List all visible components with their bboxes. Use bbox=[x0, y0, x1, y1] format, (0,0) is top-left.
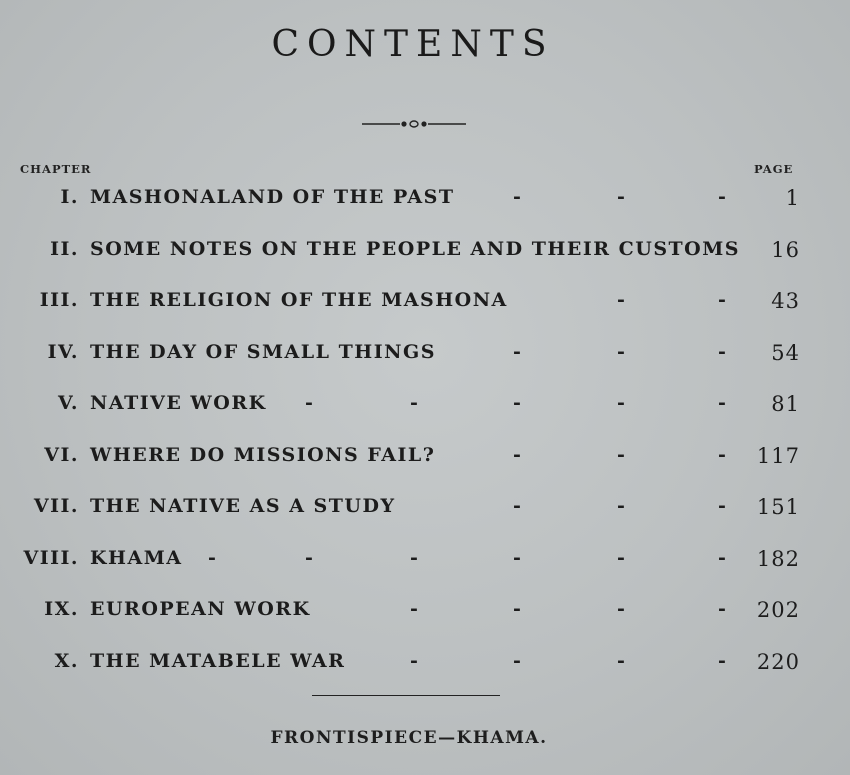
leader-dash: - bbox=[718, 340, 726, 363]
page-number: 54 bbox=[771, 340, 800, 365]
leader-dash: - bbox=[513, 598, 521, 620]
page-number: 182 bbox=[756, 546, 800, 571]
chapter-title: THE NATIVE AS A STUDY bbox=[90, 495, 396, 517]
leader-dash: - bbox=[617, 546, 625, 569]
leader-dash: - bbox=[410, 649, 418, 672]
chapter-title: THE DAY OF SMALL THINGS bbox=[90, 340, 436, 363]
chapter-number: III. bbox=[39, 289, 79, 311]
leader-dash: - bbox=[305, 392, 313, 414]
chapter-number: IV. bbox=[47, 340, 79, 363]
toc-entry bbox=[0, 547, 850, 579]
leader-dash: - bbox=[718, 649, 726, 672]
toc-entry bbox=[0, 289, 850, 321]
chapter-number: V. bbox=[57, 392, 79, 414]
page-number: 1 bbox=[785, 186, 800, 210]
page-column-header: PAGE bbox=[754, 162, 794, 176]
page-number: 202 bbox=[756, 598, 800, 622]
chapter-title: THE MATABELE WAR bbox=[90, 649, 346, 672]
toc-entry bbox=[0, 341, 850, 373]
chapter-column-header: CHAPTER bbox=[20, 162, 92, 176]
chapter-number: II. bbox=[50, 237, 79, 260]
chapter-title: SOME NOTES ON THE PEOPLE AND THEIR CUSTOMS bbox=[90, 237, 740, 260]
leader-dash: - bbox=[617, 495, 625, 517]
page-number: 43 bbox=[771, 289, 800, 313]
leader-dash: - bbox=[718, 443, 726, 466]
chapter-number: X. bbox=[54, 649, 79, 672]
leader-dash: - bbox=[718, 289, 726, 311]
chapter-number: I. bbox=[60, 186, 79, 208]
toc-entry bbox=[0, 186, 850, 218]
divider-rule bbox=[312, 695, 500, 696]
leader-dash: - bbox=[718, 546, 726, 569]
toc-entry bbox=[0, 392, 850, 424]
leader-dash: - bbox=[718, 392, 726, 414]
toc-entry bbox=[0, 495, 850, 527]
leader-dash: - bbox=[513, 649, 521, 672]
chapter-title: WHERE DO MISSIONS FAIL? bbox=[90, 443, 436, 466]
leader-dash: - bbox=[410, 598, 418, 620]
leader-dash: - bbox=[305, 546, 313, 569]
leader-dash: - bbox=[513, 443, 521, 466]
leader-dash: - bbox=[410, 392, 418, 414]
toc-entry bbox=[0, 444, 850, 476]
ornament-divider-icon bbox=[362, 114, 466, 134]
leader-dash: - bbox=[617, 340, 625, 363]
leader-dash: - bbox=[617, 598, 625, 620]
page-number: 81 bbox=[771, 392, 800, 416]
toc-entry bbox=[0, 650, 850, 682]
leader-dash: - bbox=[617, 443, 625, 466]
chapter-number: VI. bbox=[44, 443, 79, 466]
leader-dash: - bbox=[513, 186, 521, 208]
frontispiece-note: FRONTISPIECE—KHAMA. bbox=[270, 728, 548, 748]
leader-dash: - bbox=[513, 392, 521, 414]
page-number: 220 bbox=[756, 649, 800, 674]
toc-entry bbox=[0, 598, 850, 630]
chapter-title: EUROPEAN WORK bbox=[90, 598, 311, 620]
toc-entry bbox=[0, 238, 850, 270]
chapter-number: VIII. bbox=[23, 546, 79, 569]
leader-dash: - bbox=[513, 495, 521, 517]
chapter-number: VII. bbox=[33, 495, 79, 517]
leader-dash: - bbox=[513, 340, 521, 363]
chapter-title: THE RELIGION OF THE MASHONA bbox=[90, 289, 508, 311]
page-number: 151 bbox=[756, 495, 800, 519]
chapter-title: NATIVE WORK bbox=[90, 392, 267, 414]
page-number: 16 bbox=[771, 237, 800, 262]
leader-dash: - bbox=[718, 598, 726, 620]
leader-dash: - bbox=[718, 186, 726, 208]
leader-dash: - bbox=[617, 392, 625, 414]
page-title: CONTENTS bbox=[271, 24, 555, 65]
chapter-title: KHAMA bbox=[90, 546, 183, 569]
leader-dash: - bbox=[410, 546, 418, 569]
leader-dash: - bbox=[718, 495, 726, 517]
page-number: 117 bbox=[756, 443, 800, 468]
leader-dash: - bbox=[513, 546, 521, 569]
chapter-number: IX. bbox=[44, 598, 79, 620]
leader-dash: - bbox=[617, 186, 625, 208]
leader-dash: - bbox=[617, 289, 625, 311]
leader-dash: - bbox=[208, 546, 216, 569]
chapter-title: MASHONALAND OF THE PAST bbox=[90, 186, 455, 208]
leader-dash: - bbox=[617, 649, 625, 672]
